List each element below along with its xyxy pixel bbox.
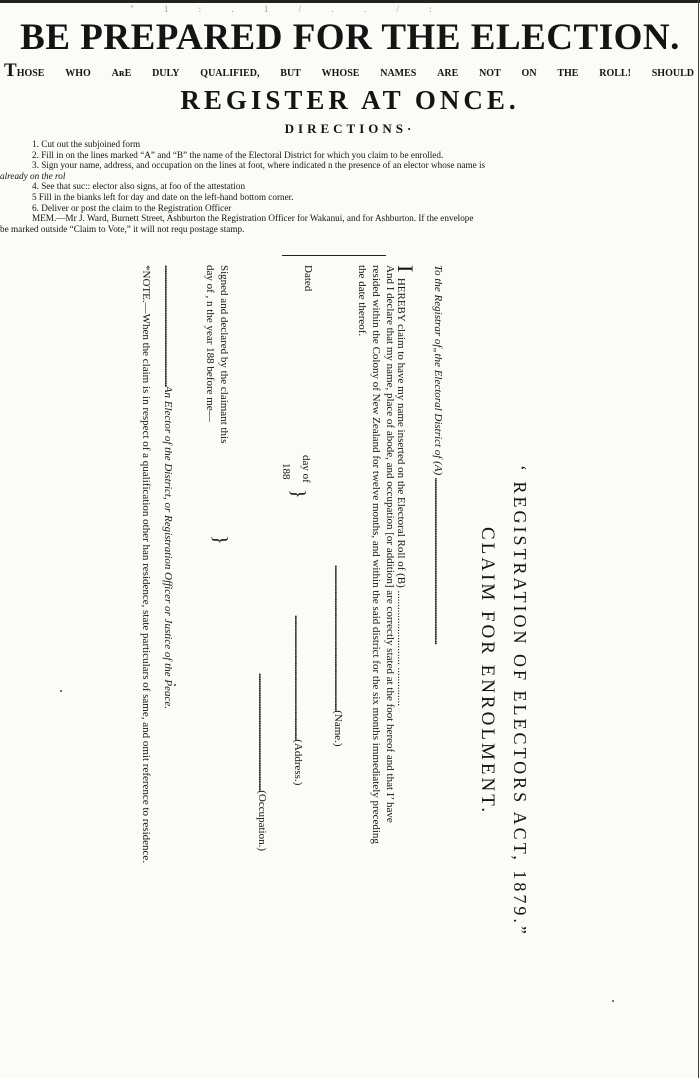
claim-initial: I: [393, 265, 418, 273]
to-registrar-line: [431, 265, 444, 644]
direction-memo: MEM.—Mr J. Ward, Burnett Street, Ashburton the Registration Officer for Wakanui, and for Ashburton. If the envelope: [32, 213, 474, 224]
claim-line-4: the date thereof.: [356, 265, 368, 337]
print-speck: [612, 1000, 614, 1002]
brace: }: [209, 535, 231, 545]
subline-word: HOSE: [16, 68, 45, 79]
print-speck: [174, 684, 176, 686]
day-of-label: day of: [300, 455, 312, 483]
direction-item: 4. See that suc:: elector also signs, at foo of the attestation: [32, 181, 246, 192]
subline-word: THE: [557, 68, 579, 79]
headline: BE PREPARED FOR THE ELECTION.: [20, 17, 680, 58]
direction-item: 5 Fill in the bianks left for day and date on the left-hand bottom corner.: [32, 191, 294, 202]
claim-line-1: [393, 265, 418, 707]
fill-line-a: ...............................................................................................: [432, 477, 444, 645]
name-line: [331, 565, 344, 747]
directions-list: [0, 139, 700, 234]
brace: }: [287, 489, 309, 499]
register-heading: REGISTER AT ONCE.: [180, 85, 520, 115]
direction-item: 2. Fill in on the lines marked “A” and “B” the name of the Electoral District for which you claim to be enrolled.: [32, 149, 444, 160]
occupation-label: (Occupation.): [256, 790, 268, 852]
subline-word: DULY: [152, 68, 180, 79]
direction-item: 1. Cut out the subjoined form: [32, 139, 141, 149]
section-rule: [282, 255, 386, 256]
address-label: (Address.): [292, 739, 304, 786]
subline-word: ROLL!: [599, 68, 631, 79]
to-registrar-text: To the Registrar of„the Electoral District of (A): [432, 265, 444, 476]
signed-line-1: Signed and declared by the claimant this: [218, 265, 230, 444]
subline-word: NOT: [479, 68, 501, 79]
subline-word: SHOULD: [651, 68, 694, 79]
fill-line-name: ...................................................................................: [332, 565, 344, 711]
claim-line-3: resided within the Colony of New Zealand for twelve months, and within the said district for the six months immediately preceding: [370, 265, 382, 844]
elector-label: An Elector of the District, or Registration Officer or Justice of the Peace.: [162, 385, 174, 709]
subline: [4, 60, 694, 81]
subline-word: WHO: [65, 68, 91, 79]
top-border: [0, 0, 700, 3]
signed-line-2: day of , n the year 188 before me—: [204, 265, 216, 422]
directions-title: DIRECTIONS·: [284, 121, 416, 136]
elector-line: [161, 265, 174, 709]
header-noise: " 1 : . 1 / . . / :: [130, 4, 446, 14]
direction-item: be marked outside “Claim to Vote,” it will not requ postage stamp.: [0, 223, 245, 234]
claim-form-rotated: [70, 265, 530, 1065]
form-title: ‘ REGISTRATION OF ELECTORS ACT, 1879.”: [510, 465, 530, 937]
subline-word: WHOSE: [321, 68, 360, 79]
subline-word: NAMES: [380, 68, 417, 79]
name-label: (Name.): [332, 710, 344, 747]
occupation-line: [255, 673, 268, 851]
fill-line-address: .......................................................................: [292, 615, 304, 740]
address-line: [291, 615, 304, 785]
dated-label: Dated: [302, 265, 314, 292]
subline-word: AʀE: [111, 68, 132, 79]
claim-text-1: HEREBY claim to have my name inserted on the Electoral Roll of (B) ........................... ..............: [395, 277, 407, 707]
direction-item: already on the rol: [0, 170, 66, 181]
fill-line-elector: .....................................................................: [162, 265, 174, 386]
print-speck: [60, 690, 62, 692]
fill-line-occupation: ...................................................................: [256, 673, 268, 791]
form-subtitle: CLAIM FOR ENROLMENT.: [477, 527, 498, 816]
note: *NOTE.—When the claim is in respect of a qualification other han residence, state particulars of same, and omit reference to residence.: [140, 265, 152, 864]
direction-item: 3. Sign your name, address, and occupation on the lines at foot, where indicated n the presence of an elector whose name is: [32, 160, 486, 171]
claim-line-2: And I declare that my name, place of abode, and occupation [or addition] are correctly stated at the foot hereof and that I’ have: [384, 265, 396, 823]
subline-word: BUT: [280, 68, 301, 79]
subline-word: ARE: [437, 68, 459, 79]
subline-word: ON: [521, 68, 537, 79]
subline-word: QUALIFIED,: [200, 68, 260, 79]
year-label: 188: [280, 463, 292, 480]
subline-first-word: [4, 60, 45, 81]
claim-form: [70, 265, 530, 1065]
direction-item: 6. Deliver or post the claim to the Registration Officer: [32, 202, 232, 213]
subline-dropcap: T: [4, 60, 17, 81]
